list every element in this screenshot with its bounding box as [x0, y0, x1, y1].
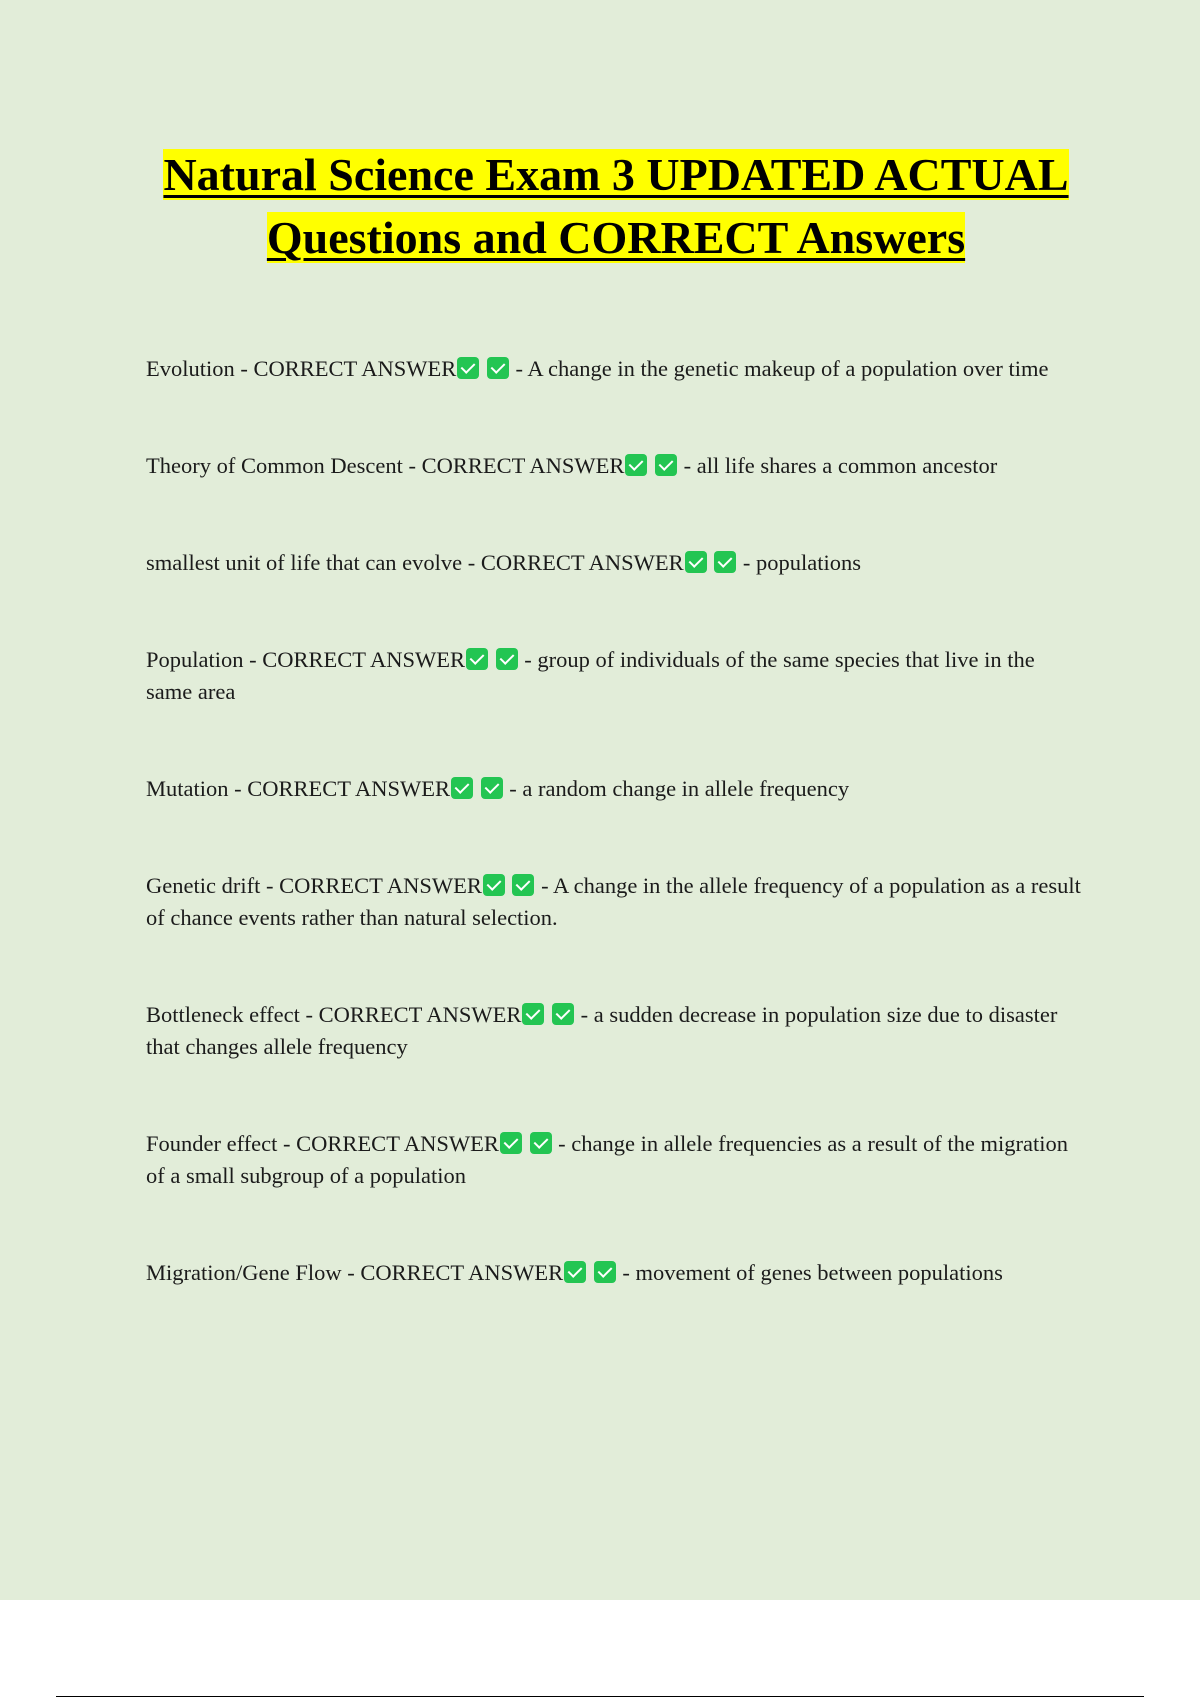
entry-definition: group of individuals of the same species that live in the same area	[146, 647, 1035, 704]
entry-term: Bottleneck effect	[146, 1002, 300, 1027]
entry-term: smallest unit of life that can evolve	[146, 550, 463, 575]
entry-definition: A change in the allele frequency of a population as a result of chance events rather than natural selection.	[146, 873, 1081, 930]
qa-entry: Migration/Gene Flow - CORRECT ANSWER - movement of genes between populations	[146, 1260, 1003, 1285]
check-mark-icon	[655, 454, 677, 476]
check-mark-icon	[714, 551, 736, 573]
qa-entry: Founder effect - CORRECT ANSWER - change in allele frequencies as a result of the migration of a small subgroup of a population	[146, 1131, 1068, 1188]
check-mark-icon	[564, 1261, 586, 1283]
entry-answer-label: CORRECT ANSWER	[318, 1002, 522, 1027]
entry-definition: A change in the genetic makeup of a population over time	[527, 356, 1049, 381]
entry-term: Mutation	[146, 776, 229, 801]
entry-definition: movement of genes between populations	[635, 1260, 1003, 1285]
entry-definition: a sudden decrease in population size due to disaster that changes allele frequency	[146, 1002, 1058, 1059]
check-mark-icon	[625, 454, 647, 476]
check-mark-icon	[483, 874, 505, 896]
entry-term: Theory of Common Descent	[146, 453, 403, 478]
check-mark-icon	[481, 777, 503, 799]
check-mark-icon	[500, 1132, 522, 1154]
check-mark-icon	[457, 357, 479, 379]
document-title	[160, 143, 1072, 269]
entry-definition: populations	[756, 550, 862, 575]
entry-term: Migration/Gene Flow	[146, 1260, 342, 1285]
entry-term: Population	[146, 647, 244, 672]
entry-answer-label: CORRECT ANSWER	[421, 453, 625, 478]
entry-answer-label: CORRECT ANSWER	[296, 1131, 499, 1156]
check-mark-icon	[552, 1003, 574, 1025]
entry-term: Founder effect	[146, 1131, 278, 1156]
check-mark-icon	[466, 648, 488, 670]
qa-entry: Theory of Common Descent - CORRECT ANSWER - all life shares a common ancestor	[146, 453, 998, 478]
entry-definition: all life shares a common ancestor	[696, 453, 998, 478]
qa-entry: Evolution - CORRECT ANSWER - A change in the genetic makeup of a population over time	[146, 356, 1049, 381]
footer-divider	[56, 1696, 1144, 1697]
qa-entry: Genetic drift - CORRECT ANSWER - A change in the allele frequency of a population as a result of chance events rather than natural selection.	[146, 873, 1081, 930]
qa-entry: Mutation - CORRECT ANSWER - a random change in allele frequency	[146, 776, 850, 801]
entry-answer-label: CORRECT ANSWER	[262, 647, 466, 672]
qa-entry: Bottleneck effect - CORRECT ANSWER - a sudden decrease in population size due to disaster that changes allele frequency	[146, 1002, 1058, 1059]
qa-entry: smallest unit of life that can evolve - CORRECT ANSWER - populations	[146, 550, 862, 575]
entry-definition: a random change in allele frequency	[522, 776, 850, 801]
check-mark-icon	[522, 1003, 544, 1025]
entry-answer-label: CORRECT ANSWER	[360, 1260, 564, 1285]
document-title-text: Natural Science Exam 3 UPDATED ACTUAL Questions and CORRECT Answers	[163, 149, 1069, 263]
check-mark-icon	[685, 551, 707, 573]
entry-answer-label: CORRECT ANSWER	[247, 776, 450, 801]
check-mark-icon	[530, 1132, 552, 1154]
check-mark-icon	[594, 1261, 616, 1283]
entry-term: Evolution	[146, 356, 235, 381]
qa-entry: Population - CORRECT ANSWER - group of individuals of the same species that live in the same area	[146, 647, 1035, 704]
entry-answer-label: CORRECT ANSWER	[480, 550, 684, 575]
entry-answer-label: CORRECT ANSWER	[279, 873, 482, 898]
entry-answer-label: CORRECT ANSWER	[253, 356, 457, 381]
check-mark-icon	[487, 357, 509, 379]
entry-term: Genetic drift	[146, 873, 261, 898]
check-mark-icon	[512, 874, 534, 896]
entry-definition: change in allele frequencies as a result of the migration of a small subgroup of a population	[146, 1131, 1068, 1188]
check-mark-icon	[451, 777, 473, 799]
qa-list	[146, 353, 1081, 1289]
check-mark-icon	[496, 648, 518, 670]
